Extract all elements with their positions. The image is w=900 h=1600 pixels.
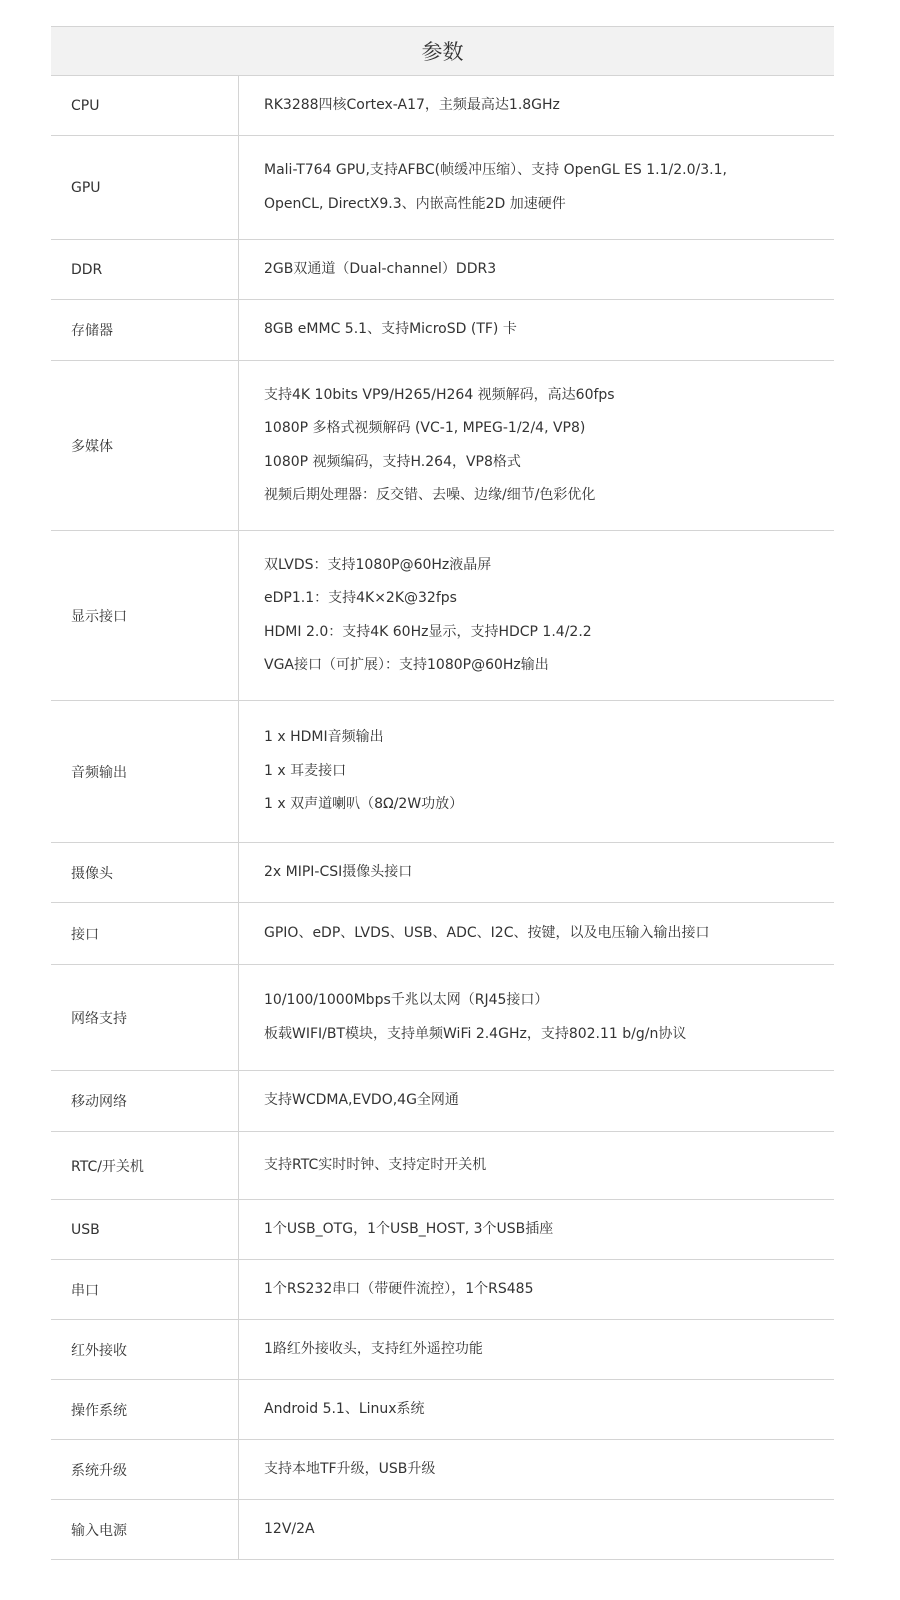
row-label: 串口 <box>51 1260 239 1319</box>
value-line: OpenCL, DirectX9.3、内嵌高性能2D 加速硬件 <box>264 195 566 212</box>
value-line: 支持本地TF升级，USB升级 <box>264 1460 436 1477</box>
row-value <box>239 1132 834 1199</box>
row-label: 音频输出 <box>51 701 239 842</box>
row-label: 输入电源 <box>51 1500 239 1559</box>
row-value <box>239 1380 834 1439</box>
value-line: 视频后期处理器：反交错、去噪、边缘/细节/色彩优化 <box>264 487 596 503</box>
value-line: 1个USB_OTG，1个USB_HOST, 3个USB插座 <box>264 1220 554 1237</box>
row-label: 多媒体 <box>51 361 239 530</box>
value-line: GPIO、eDP、LVDS、USB、ADC、I2C、按键，以及电压输入输出接口 <box>264 924 710 941</box>
row-label: CPU <box>51 76 239 135</box>
value-line: 1路红外接收头，支持红外遥控功能 <box>264 1340 483 1357</box>
value-line: 1080P 视频编码，支持H.264，VP8格式 <box>264 453 521 470</box>
value-line: 1个RS232串口（带硬件流控），1个RS485 <box>264 1280 534 1297</box>
table-row <box>51 300 834 361</box>
row-label: GPU <box>51 136 239 239</box>
value-line: 支持RTC实时时钟、支持定时开关机 <box>264 1156 487 1173</box>
row-label: RTC/开关机 <box>51 1132 239 1199</box>
table-row <box>51 965 834 1071</box>
table-row <box>51 1380 834 1440</box>
row-label: 显示接口 <box>51 531 239 700</box>
table-row <box>51 240 834 300</box>
value-line: Android 5.1、Linux系统 <box>264 1400 425 1417</box>
table-row <box>51 1200 834 1260</box>
value-line: 12V/2A <box>264 1520 315 1537</box>
row-label: 接口 <box>51 903 239 964</box>
table-header: 参数 <box>51 27 834 76</box>
row-value <box>239 1440 834 1499</box>
value-line: 支持WCDMA,EVDO,4G全网通 <box>264 1092 459 1109</box>
value-line: 板载WIFI/BT模块，支持单频WiFi 2.4GHz，支持802.11 b/g/n协议 <box>264 1025 687 1042</box>
table-row <box>51 361 834 531</box>
value-line: 1 x 双声道喇叭（8Ω/2W功放） <box>264 796 464 813</box>
row-value <box>239 965 834 1070</box>
table-row <box>51 136 834 240</box>
table-row <box>51 1440 834 1500</box>
value-line: 双LVDS：支持1080P@60Hz液晶屏 <box>264 556 492 573</box>
row-label: 存储器 <box>51 300 239 360</box>
row-value <box>239 1260 834 1319</box>
row-label: USB <box>51 1200 239 1259</box>
row-label: 网络支持 <box>51 965 239 1070</box>
table-row <box>51 76 834 136</box>
table-row <box>51 701 834 843</box>
value-line: Mali-T764 GPU,支持AFBC(帧缓冲压缩）、支持 OpenGL ES 1.1/2.0/3.1, <box>264 162 727 178</box>
table-row <box>51 1132 834 1200</box>
row-label: 红外接收 <box>51 1320 239 1379</box>
value-line: 1 x 耳麦接口 <box>264 762 347 779</box>
table-row <box>51 531 834 701</box>
table-body <box>51 76 834 1560</box>
value-line: RK3288四核Cortex-A17，主频最高达1.8GHz <box>264 96 560 113</box>
table-row <box>51 1500 834 1560</box>
value-line: 1080P 多格式视频解码 (VC-1, MPEG-1/2/4, VP8) <box>264 420 586 436</box>
table-row <box>51 843 834 903</box>
value-line: 支持4K 10bits VP9/H265/H264 视频解码，高达60fps <box>264 386 615 403</box>
row-value <box>239 1500 834 1559</box>
value-line: VGA接口（可扩展）：支持1080P@60Hz输出 <box>264 657 549 673</box>
table-row <box>51 1320 834 1380</box>
row-label: 操作系统 <box>51 1380 239 1439</box>
row-value <box>239 300 834 360</box>
table-row <box>51 1071 834 1132</box>
row-value <box>239 843 834 902</box>
table-row <box>51 1260 834 1320</box>
row-value <box>239 701 834 842</box>
row-value <box>239 1071 834 1131</box>
row-value <box>239 240 834 299</box>
value-line: HDMI 2.0：支持4K 60Hz显示，支持HDCP 1.4/2.2 <box>264 623 592 640</box>
value-line: 1 x HDMI音频输出 <box>264 729 384 746</box>
row-value <box>239 76 834 135</box>
row-label: 移动网络 <box>51 1071 239 1131</box>
value-line: 8GB eMMC 5.1、支持MicroSD (TF) 卡 <box>264 321 517 338</box>
row-value <box>239 361 834 530</box>
value-line: 2x MIPI-CSI摄像头接口 <box>264 863 413 880</box>
value-line: 2GB双通道（Dual-channel）DDR3 <box>264 260 497 277</box>
spec-table <box>51 26 834 1560</box>
value-line: eDP1.1：支持4K×2K@32fps <box>264 590 457 606</box>
row-value <box>239 903 834 964</box>
row-value <box>239 1320 834 1379</box>
table-row <box>51 903 834 965</box>
row-label: DDR <box>51 240 239 299</box>
value-line: 10/100/1000Mbps千兆以太网（RJ45接口） <box>264 992 549 1008</box>
row-value <box>239 531 834 700</box>
row-label: 摄像头 <box>51 843 239 902</box>
row-label: 系统升级 <box>51 1440 239 1499</box>
row-value <box>239 1200 834 1259</box>
row-value <box>239 136 834 239</box>
